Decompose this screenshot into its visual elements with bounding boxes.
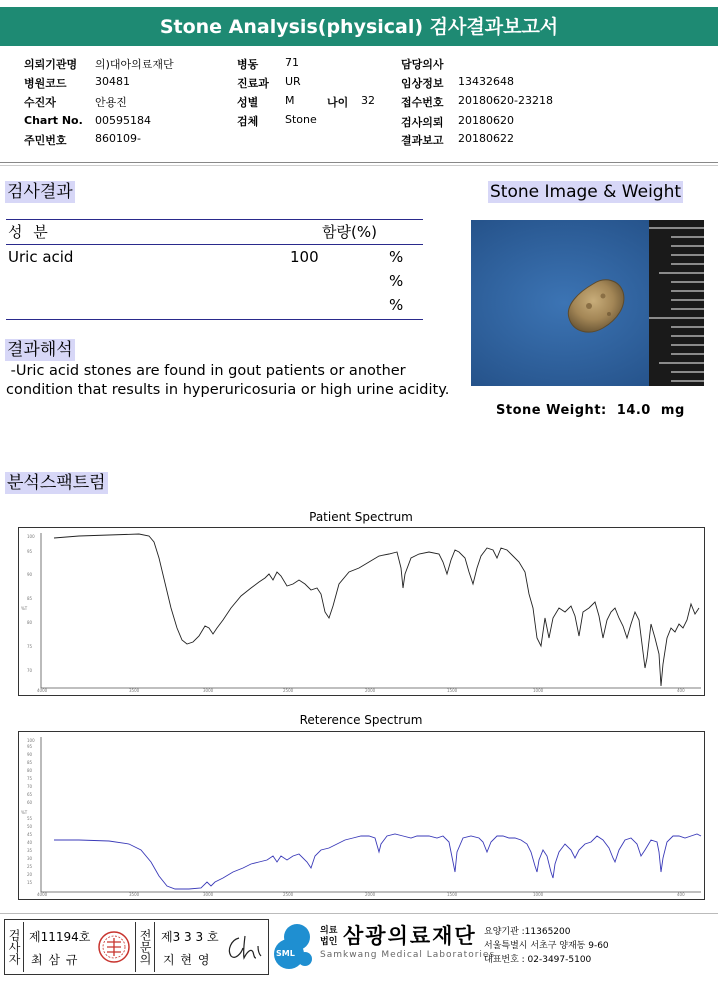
svg-text:4000: 4000 — [37, 688, 48, 693]
label-receipt-no: 접수번호 — [401, 96, 444, 109]
doctor-role-text: 전문의 — [138, 929, 152, 965]
result-row-1-value: 100 — [290, 248, 319, 266]
interpretation-line-1: -Uric acid stones are found in gout patients or another — [6, 363, 406, 379]
org-prefix-2: 법인 — [320, 937, 338, 947]
label-doctor: 담당의사 — [401, 58, 444, 71]
sml-logo-icon — [271, 921, 315, 971]
svg-text:75: 75 — [27, 644, 33, 649]
svg-text:75: 75 — [27, 776, 33, 781]
reference-spectrum-svg — [19, 732, 704, 899]
stone-photo — [471, 220, 704, 386]
org-prefix-1: 의료 — [320, 926, 338, 936]
org-name-en: Samkwang Medical Laboratories — [320, 950, 496, 960]
patient-spectrum-plot — [18, 527, 705, 696]
stone-section-title: Stone Image & Weight — [490, 182, 682, 202]
label-resident-no: 주민번호 — [24, 134, 67, 147]
svg-text:4000: 4000 — [37, 892, 48, 897]
svg-text:400: 400 — [677, 892, 685, 897]
svg-text:100: 100 — [27, 534, 35, 539]
svg-text:95: 95 — [27, 744, 33, 749]
svg-text:25: 25 — [27, 864, 33, 869]
svg-text:20: 20 — [27, 872, 33, 877]
doctor-role — [135, 922, 155, 972]
results-header-top-line — [6, 219, 423, 220]
svg-text:1000: 1000 — [533, 688, 544, 693]
label-requesting-org: 의뢰기관명 — [24, 58, 78, 71]
value-receipt-no: 20180620-23218 — [458, 94, 553, 107]
report-title: Stone Analysis(physical) 검사결과보고서 — [0, 7, 718, 46]
svg-text:1000: 1000 — [533, 892, 544, 897]
inspector-seal-icon — [97, 930, 131, 964]
svg-text:3500: 3500 — [129, 688, 140, 693]
result-row-1-unit: % — [389, 248, 404, 266]
label-specimen: 검체 — [237, 115, 259, 128]
label-test-request: 검사의뢰 — [401, 116, 444, 129]
svg-text:60: 60 — [27, 800, 33, 805]
value-chart-no: 00595184 — [95, 114, 151, 127]
svg-text:400: 400 — [677, 688, 685, 693]
result-row-2-unit: % — [389, 272, 404, 290]
value-result-report: 20180622 — [458, 132, 514, 145]
org-name: 삼광의료재단 — [343, 924, 477, 948]
label-clinical-info: 임상정보 — [401, 77, 444, 90]
value-specimen: Stone — [285, 113, 317, 126]
label-hospital-code: 병원코드 — [24, 77, 67, 90]
reference-spectrum-title: Reterence Spectrum — [299, 713, 423, 727]
label-age: 나이 — [327, 96, 349, 109]
org-address: 서울특별시 서초구 양재동 9-60 — [484, 941, 609, 951]
svg-text:85: 85 — [27, 596, 33, 601]
results-header-content: 함량(%) — [322, 223, 377, 241]
value-ward: 71 — [285, 56, 299, 69]
stone-weight: Stone Weight: 14.0 mg — [496, 403, 685, 418]
svg-text:95: 95 — [27, 549, 33, 554]
results-section-title: 검사결과 — [7, 182, 73, 202]
patient-spectrum-svg — [19, 528, 704, 695]
svg-text:40: 40 — [27, 840, 33, 845]
doctor-signature-icon — [223, 930, 265, 964]
results-header-component: 성 분 — [8, 223, 51, 241]
interpretation-section-title: 결과해석 — [7, 340, 73, 360]
svg-text:70: 70 — [27, 784, 33, 789]
svg-text:85: 85 — [27, 760, 33, 765]
svg-text:45: 45 — [27, 832, 33, 837]
svg-text:70: 70 — [27, 668, 33, 673]
svg-text:3000: 3000 — [203, 688, 214, 693]
svg-text:30: 30 — [27, 856, 33, 861]
doctor-no: 제3 3 3 호 — [161, 930, 219, 944]
svg-text:90: 90 — [27, 572, 33, 577]
stone-photo-image — [471, 220, 704, 386]
interpretation-line-2: condition that results in hyperuricosuria or high urine acidity. — [6, 382, 450, 398]
svg-text:1500: 1500 — [447, 688, 458, 693]
svg-text:3000: 3000 — [203, 892, 214, 897]
value-department: UR — [285, 75, 301, 88]
inspector-name: 최 삼 규 — [31, 953, 79, 967]
result-row-1-name: Uric acid — [8, 248, 74, 266]
inspector-no: 제11194호 — [29, 930, 91, 944]
svg-text:%T: %T — [21, 606, 28, 611]
svg-text:65: 65 — [27, 792, 33, 797]
label-department: 진료과 — [237, 77, 269, 90]
results-bottom-line — [6, 319, 423, 320]
svg-text:80: 80 — [27, 768, 33, 773]
value-patient: 안용진 — [95, 96, 127, 109]
patient-spectrum-title: Patient Spectrum — [309, 510, 413, 524]
inspector-role — [5, 922, 24, 972]
value-clinical-info: 13432648 — [458, 75, 514, 88]
org-phone: 대표번호 : 02-3497-5100 — [484, 955, 592, 965]
svg-text:90: 90 — [27, 752, 33, 757]
reference-spectrum-plot — [18, 731, 705, 900]
footer-divider — [0, 913, 718, 914]
svg-text:2500: 2500 — [283, 892, 294, 897]
label-sex: 성별 — [237, 96, 259, 109]
value-age: 32 — [361, 94, 375, 107]
label-patient: 수진자 — [24, 96, 56, 109]
info-divider-top — [0, 162, 718, 163]
svg-text:80: 80 — [27, 620, 33, 625]
info-divider-bottom — [0, 165, 718, 166]
svg-text:%T: %T — [21, 810, 28, 815]
value-test-request: 20180620 — [458, 114, 514, 127]
interpretation-text — [6, 362, 456, 400]
value-hospital-code: 30481 — [95, 75, 130, 88]
spectrum-section-title: 분석스팩트럼 — [7, 473, 106, 493]
svg-text:1500: 1500 — [447, 892, 458, 897]
label-ward: 병동 — [237, 58, 259, 71]
label-chart-no: Chart No. — [24, 114, 83, 127]
value-sex: M — [285, 94, 295, 107]
value-requesting-org: 의)대아의료재단 — [95, 58, 174, 71]
org-code: 요양기관 :11365200 — [484, 927, 571, 937]
inspector-role-text: 검사자 — [7, 929, 21, 965]
value-resident-no: 860109- — [95, 132, 141, 145]
svg-text:2000: 2000 — [365, 892, 376, 897]
svg-text:2000: 2000 — [365, 688, 376, 693]
svg-text:15: 15 — [27, 880, 33, 885]
results-header-bottom-line — [6, 244, 423, 245]
sml-logo-text: SML — [276, 949, 295, 958]
result-row-3-unit: % — [389, 296, 404, 314]
svg-text:35: 35 — [27, 848, 33, 853]
signature-box — [4, 919, 269, 975]
svg-text:55: 55 — [27, 816, 33, 821]
svg-text:100: 100 — [27, 738, 35, 743]
svg-text:2500: 2500 — [283, 688, 294, 693]
svg-text:3500: 3500 — [129, 892, 140, 897]
label-result-report: 결과보고 — [401, 134, 444, 147]
doctor-name: 지 현 영 — [163, 953, 211, 967]
svg-text:50: 50 — [27, 824, 33, 829]
patient-info — [0, 52, 718, 152]
